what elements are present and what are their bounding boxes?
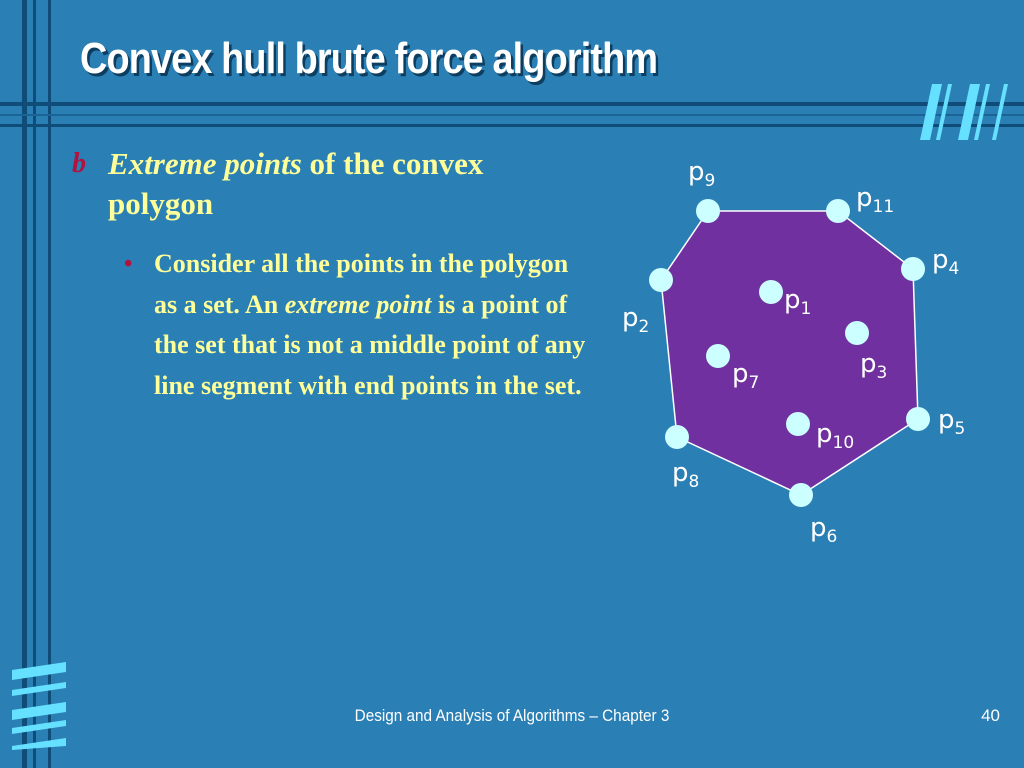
frame-line-horizontal-3 <box>0 124 1024 127</box>
sub-bullet-part1: Consider all the points in the polygon as a set. An <box>154 249 569 319</box>
point-p5 <box>906 407 930 431</box>
point-p2 <box>649 268 673 292</box>
main-bullet-emphasis: Extreme points <box>108 146 302 181</box>
frame-line-horizontal-2 <box>0 114 1024 116</box>
point-p3 <box>845 321 869 345</box>
point-label-p6: $p_6$ <box>810 513 838 547</box>
point-label-p7: $p_7$ <box>732 359 760 393</box>
point-label-p11: $p_{11}$ <box>856 183 895 217</box>
point-label-p5: $p_5$ <box>938 405 966 439</box>
point-label-p1: $p_1$ <box>784 285 812 319</box>
point-p7 <box>706 344 730 368</box>
sub-bullet-part2: is a point of the set that is not a middle point of any line segment with end points in the set. <box>154 289 586 400</box>
point-label-p3: $p_3$ <box>860 349 888 383</box>
page-number: 40 <box>981 706 1000 725</box>
sub-bullet-dot-icon: • <box>124 251 133 277</box>
point-p9 <box>696 199 720 223</box>
main-bullet-text <box>108 144 492 224</box>
point-p11 <box>826 199 850 223</box>
point-label-p4: $p_4$ <box>932 245 960 279</box>
main-bullet <box>72 144 492 224</box>
point-label-p9: $p_9$ <box>688 157 716 191</box>
point-p4 <box>901 257 925 281</box>
point-label-p10: $p_{10}$ <box>816 419 855 453</box>
footer-text: Design and Analysis of Algorithms – Chapter 3 <box>354 706 670 725</box>
point-label-p8: $p_8$ <box>672 458 700 492</box>
slide-title: Convex hull brute force algorithm <box>80 34 658 83</box>
point-p10 <box>786 412 810 436</box>
bullet-marker-icon: b <box>72 148 86 179</box>
sub-bullet-text <box>154 244 594 406</box>
sub-bullet <box>124 244 594 406</box>
convex-polygon-diagram <box>600 140 1000 560</box>
logo-bottom-icon <box>6 660 72 750</box>
point-label-p2: $p_2$ <box>622 303 650 337</box>
point-p8 <box>665 425 689 449</box>
sub-bullet-emphasis: extreme point <box>284 289 432 319</box>
main-bullet-rest: of the convex polygon <box>108 146 484 221</box>
point-p1 <box>759 280 783 304</box>
point-p6 <box>789 483 813 507</box>
logo-top-icon <box>918 80 1010 142</box>
frame-line-horizontal-1 <box>0 102 1024 106</box>
convex-hull-polygon <box>661 211 918 495</box>
